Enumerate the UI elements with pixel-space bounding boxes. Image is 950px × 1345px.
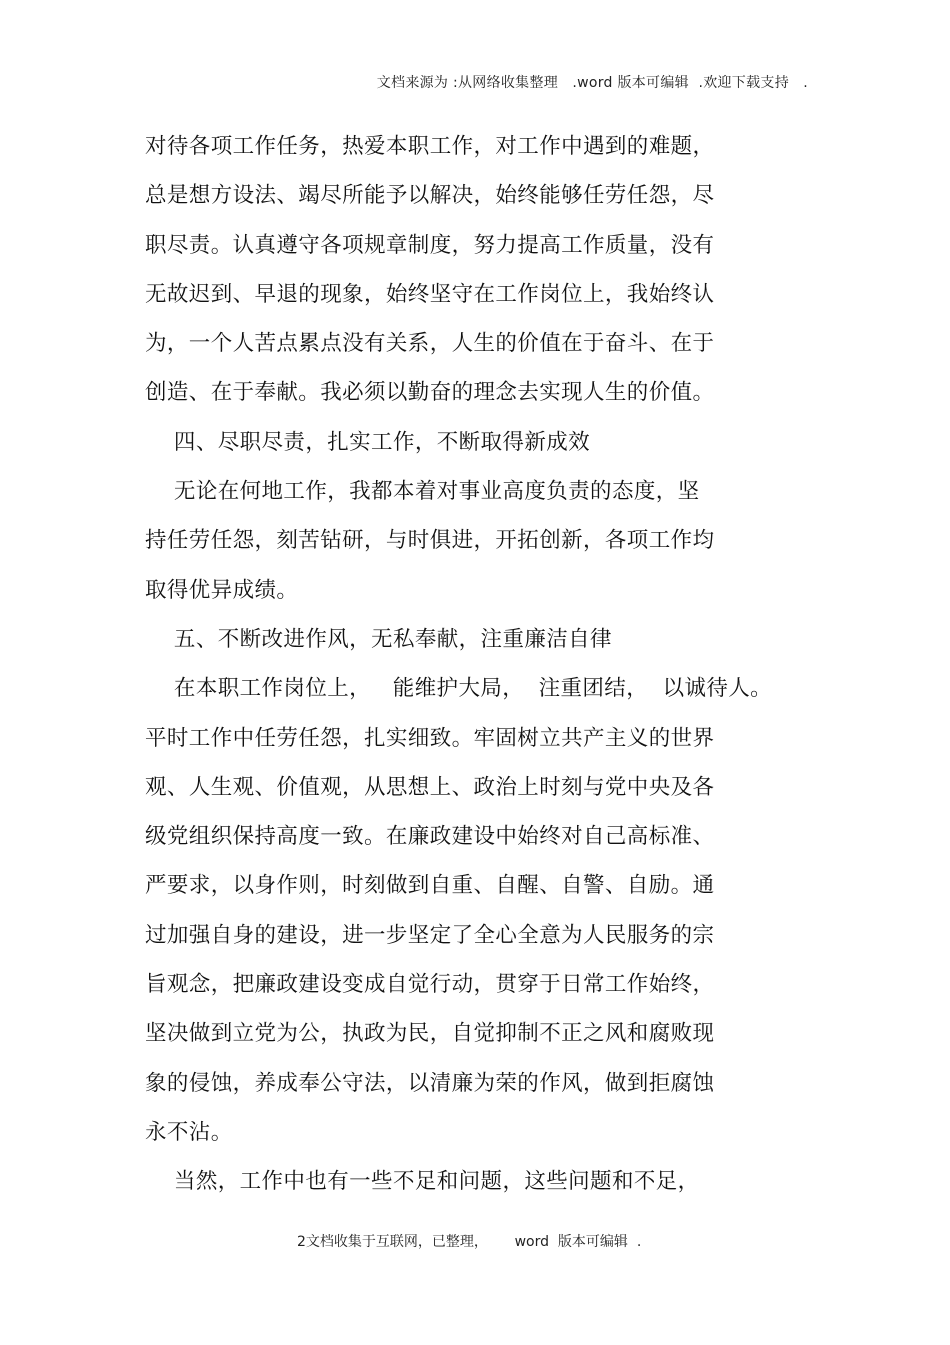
paragraph-line: 取得优异成绩。 bbox=[145, 577, 299, 603]
paragraph-line: 旨观念，把廉政建设变成自觉行动，贯穿于日常工作始终， bbox=[145, 972, 715, 998]
paragraph-line: 过加强自身的建设，进一步坚定了全心全意为人民服务的宗 bbox=[145, 922, 715, 948]
paragraph-line: 创造、在于奉献。我必须以勤奋的理念去实现人生的价值。 bbox=[145, 380, 715, 406]
paragraph-line: 严要求，以身作则，时刻做到自重、自醒、自警、自励。通 bbox=[145, 873, 715, 899]
paragraph-line: 平时工作中任劳任怨，扎实细致。牢固树立共产主义的世界 bbox=[145, 725, 715, 751]
paragraph-line: 持任劳任怨，刻苦钻研，与时俱进，开拓创新，各项工作均 bbox=[145, 528, 715, 554]
paragraph-line: 职尽责。认真遵守各项规章制度，努力提高工作质量，没有 bbox=[145, 232, 715, 258]
paragraph-line: 对待各项工作任务，热爱本职工作，对工作中遇到的难题， bbox=[145, 134, 715, 159]
paragraph-line: 总是想方设法、竭尽所能予以解决，始终能够任劳任怨，尽 bbox=[145, 183, 715, 209]
page-footer: 2文档收集于互联网，已整理， word 版本可编辑 . bbox=[297, 1234, 642, 1250]
section-heading-4: 四、尽职尽责，扎实工作，不断取得新成效 bbox=[145, 429, 591, 455]
paragraph-line: 无论在何地工作，我都本着对事业高度负责的态度，坚 bbox=[145, 479, 700, 505]
paragraph-line: 在本职工作岗位上， 能维护大局， 注重团结， 以诚待人。 bbox=[145, 676, 773, 702]
paragraph-line: 观、人生观、价值观，从思想上、政治上时刻与党中央及各 bbox=[145, 774, 715, 800]
body-text bbox=[145, 122, 805, 1207]
paragraph-line: 为，一个人苦点累点没有关系，人生的价值在于奋斗、在于 bbox=[145, 331, 715, 357]
page-header: 文档来源为 :从网络收集整理 .word 版本可编辑 .欢迎下载支持 . bbox=[376, 75, 808, 91]
paragraph-line: 级党组织保持高度一致。在廉政建设中始终对自己高标准、 bbox=[145, 824, 715, 850]
paragraph-line: 永不沾。 bbox=[145, 1119, 233, 1145]
paragraph-line: 坚决做到立党为公，执政为民，自觉抑制不正之风和腐败现 bbox=[145, 1021, 715, 1047]
paragraph-line: 无故迟到、早退的现象，始终坚守在工作岗位上，我始终认 bbox=[145, 281, 715, 307]
paragraph-line: 当然，工作中也有一些不足和问题，这些问题和不足， bbox=[145, 1169, 700, 1195]
section-heading-5: 五、不断改进作风，无私奉献，注重廉洁自律 bbox=[145, 626, 612, 652]
paragraph-line: 象的侵蚀，养成奉公守法，以清廉为荣的作风，做到拒腐蚀 bbox=[145, 1070, 715, 1096]
